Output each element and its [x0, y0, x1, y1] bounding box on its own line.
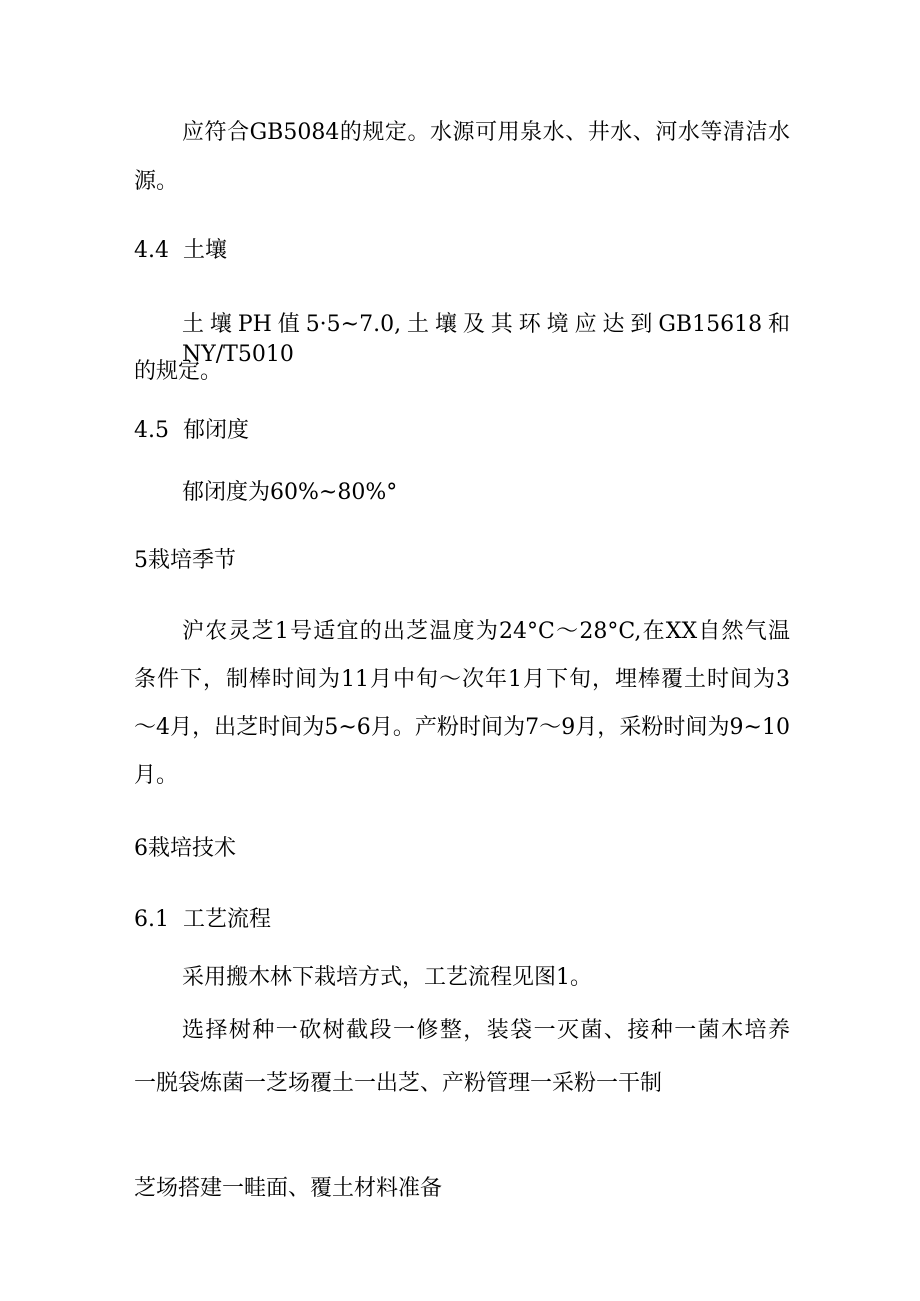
section-4-5-heading: 4.5 郁闭度 [134, 418, 249, 443]
season-line-3: ～4月，出芝时间为5~6月。产粉时间为7～9月，采粉时间为9~10 [134, 715, 790, 740]
section-4-4-heading: 4.4 土壤 [134, 238, 227, 263]
process-line-2: 选择树种一砍树截段一修整，装袋一灭菌、接种一菌木培养 [182, 1018, 790, 1043]
process-line-3: 一脱袋炼菌一芝场覆土一出芝、产粉管理一采粉一干制 [134, 1071, 663, 1096]
process-line-4: 芝场搭建一畦面、覆土材料准备 [134, 1176, 443, 1201]
soil-line-2: 的规定。 [134, 359, 223, 384]
soil-line-1: 土壤PH值5·5~7.0,土壤及其环境应达到GB15618和NY/T5010 [182, 312, 790, 367]
section-6-1-heading: 6.1 工艺流程 [134, 907, 271, 932]
process-line-1: 采用搬木林下栽培方式，工艺流程见图1。 [182, 965, 592, 990]
season-line-2: 条件下，制棒时间为11月中旬～次年1月下旬，埋棒覆土时间为3 [134, 667, 790, 692]
section-6-heading: 6栽培技术 [134, 836, 236, 861]
season-line-4: 月。 [134, 763, 179, 788]
water-line-1: 应符合GB5084的规定。水源可用泉水、井水、河水等清洁水 [182, 120, 790, 145]
section-5-heading: 5栽培季节 [134, 548, 236, 573]
season-line-1: 沪农灵芝1号适宜的出芝温度为24°C～28°C,在XX自然气温 [182, 619, 790, 644]
canopy-line-1: 郁闭度为60%~80%° [182, 480, 398, 505]
water-line-2: 源。 [134, 169, 179, 194]
